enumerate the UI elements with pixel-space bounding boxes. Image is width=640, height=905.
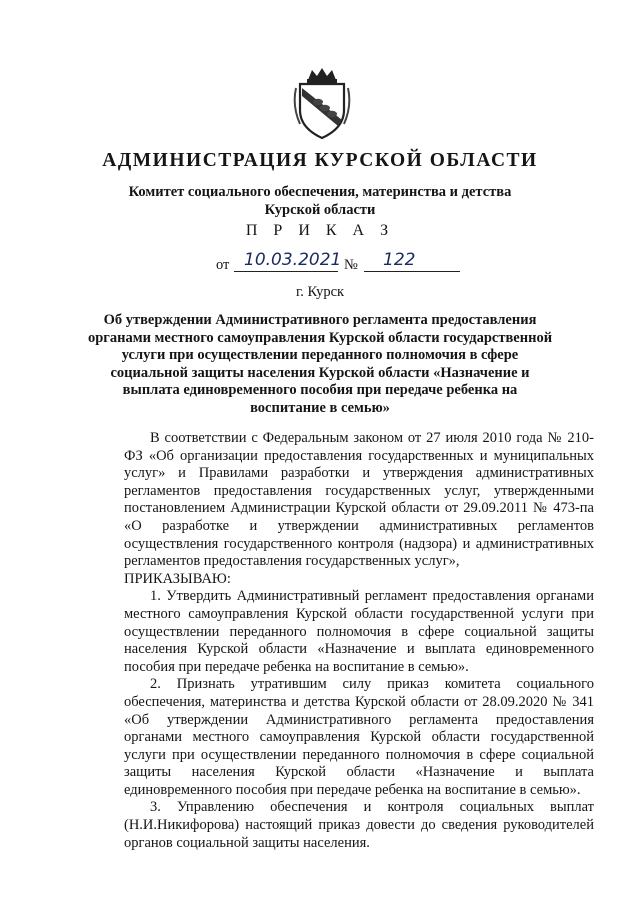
order-item-3: 3. Управлению обеспечения и контроля социальных выплат (Н.И.Никифорова) настоящий приказ довести до сведения руководителей органов социальной защиты населения.: [124, 799, 594, 851]
committee-line: Комитет социального обеспечения, материнства и детства: [128, 184, 512, 200]
city: г. Курск: [295, 284, 345, 300]
order-item-2: 2. Признать утратившим силу приказ комитета социального обеспечения, материнства и детства Курской области от 28.09.2020 № 341 «Об утверждении Административного регламента предоставления органами местного самоуправления Курской области государственной услуги при осуществлении переданного полномочия в сфере социальной защиты населения Курской области «Назначение и выплата единовременного пособия при передаче ребенка на воспитание в семью».: [124, 676, 594, 798]
committee-name: [0, 183, 640, 219]
order-title: [0, 312, 640, 418]
title-line: социальной защиты населения Курской области «Назначение и: [110, 364, 530, 381]
handwritten-number: 122: [383, 250, 416, 270]
date-underline: [234, 271, 338, 272]
handwritten-date: 10.03.2021: [244, 250, 342, 270]
title-line: Об утверждении Административного регламента предоставления: [103, 312, 537, 328]
title-line: услуги при осуществлении переданного полномочия в сфере: [121, 347, 519, 364]
number-prefix: №: [344, 257, 358, 273]
administration-heading: АДМИНИСТРАЦИЯ КУРСКОЙ ОБЛАСТИ: [102, 150, 538, 171]
date-prefix: от: [216, 257, 230, 273]
document-type: П Р И К А З: [245, 222, 395, 239]
order-item-1: 1. Утвердить Административный регламент предоставления органами местного самоуправления Курской области государственной услуги при осуществлении переданного полномочия в сфере социальной защиты населения Курской области «Назначение и выплата единовременного пособия при передаче ребенка на воспитание в семью».: [124, 588, 594, 675]
title-line: выплата единовременного пособия при передаче ребенка на: [122, 382, 518, 399]
number-underline: [364, 271, 460, 272]
title-line: органами местного самоуправления Курской области государственной: [87, 329, 553, 346]
order-word: ПРИКАЗЫВАЮ:: [124, 570, 231, 587]
kursk-coat-of-arms-icon: [292, 66, 352, 140]
committee-line: Курской области: [264, 202, 376, 218]
preamble-paragraph: В соответствии с Федеральным законом от 27 июля 2010 года № 210-ФЗ «Об организации предоставления государственных и муниципальных услуг» и Правилами разработки и утверждения административных регламентов предоставления государственных услуг, утвержденными постановлением Администрации Курской области от 29.09.2011 № 473-па «О разработке и утверждении административных регламентов осуществления государственного контроля (надзора) и административных регламентов предоставления государственных услуг»,: [124, 430, 594, 570]
order-body: [124, 430, 594, 852]
title-line: воспитание в семью»: [250, 399, 390, 416]
